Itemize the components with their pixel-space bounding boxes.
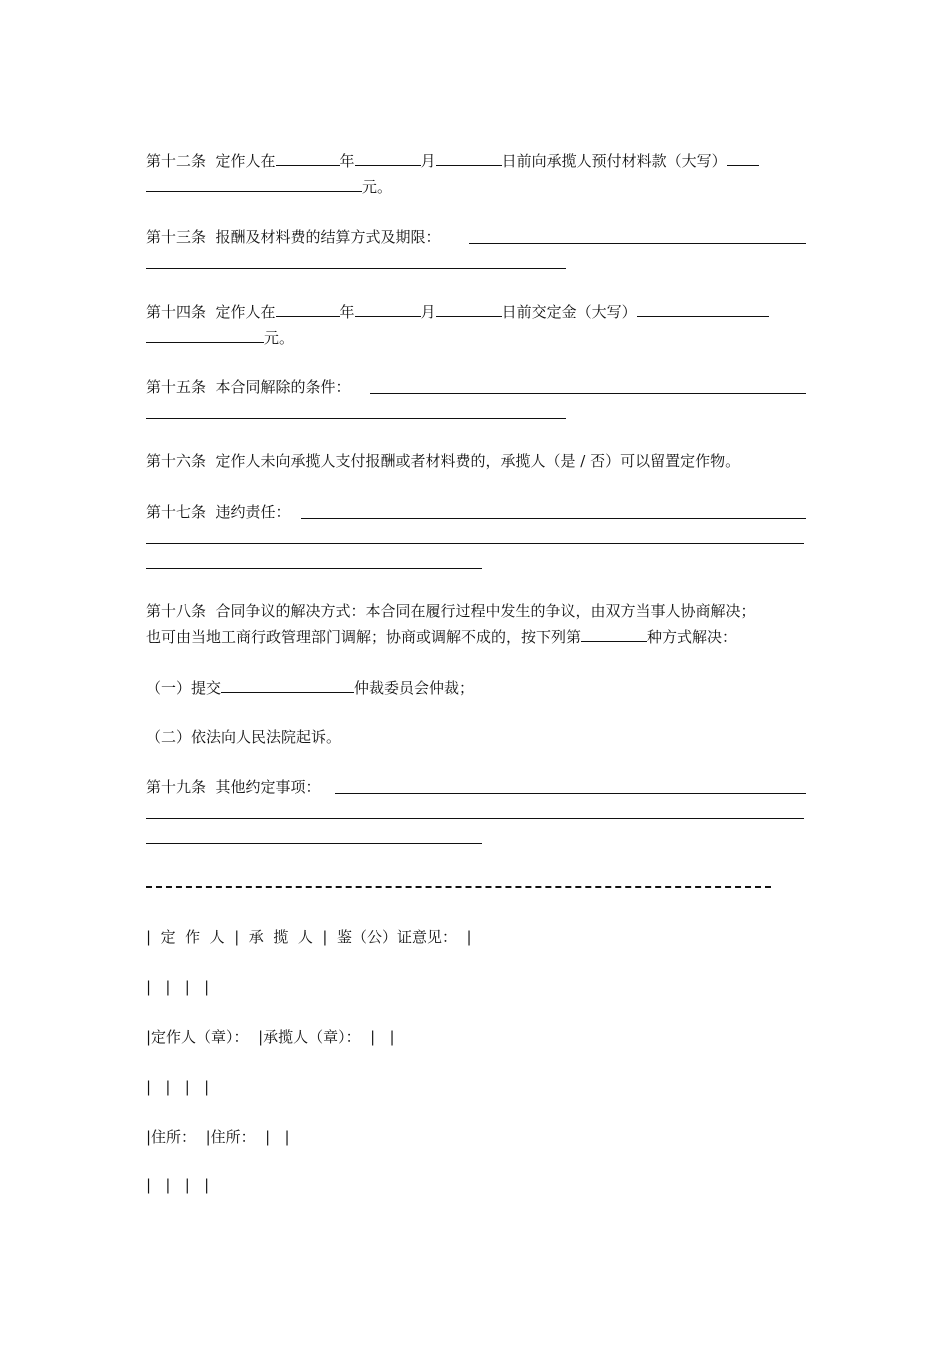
- deposit-blank-cont[interactable]: [146, 327, 264, 343]
- article-14-text-c: 月: [420, 303, 436, 321]
- year-blank[interactable]: [276, 301, 340, 317]
- article-14-text-b: 年: [339, 303, 355, 321]
- deposit-blank[interactable]: [637, 301, 769, 317]
- signature-seal-row: [146, 1027, 806, 1047]
- option-1: [146, 677, 806, 698]
- option-1-text-b: 仲裁委员会仲裁；: [354, 679, 475, 697]
- article-14-text-e: 元。: [264, 329, 295, 347]
- option-1-text-a: （一）提交: [146, 679, 222, 697]
- amount-blank[interactable]: [727, 150, 759, 166]
- option-2: [146, 727, 806, 747]
- article-14-line-2: [146, 327, 806, 348]
- signature-seal-text: |定作人（章）： |承揽人（章）： | |: [146, 1028, 395, 1046]
- article-18-text-b: 也可由当地工商行政管理部门调解；协商或调解不成的，按下列第: [146, 628, 582, 646]
- month-blank[interactable]: [355, 301, 421, 317]
- month-blank[interactable]: [355, 150, 421, 166]
- method-number-blank[interactable]: [581, 626, 647, 642]
- article-17-blank[interactable]: [301, 518, 806, 519]
- arbitration-committee-blank[interactable]: [221, 677, 354, 693]
- article-13-blank[interactable]: [469, 243, 806, 244]
- article-12-text-d: 日前向承揽人预付材料款（大写）: [501, 152, 727, 170]
- table-top-divider: [146, 886, 771, 888]
- article-12-text-e: 元。: [362, 178, 393, 196]
- article-19-line-1: [146, 777, 806, 797]
- article-14-line-1: [146, 301, 806, 322]
- article-14-text-d: 日前交定金（大写）: [501, 303, 637, 321]
- day-blank[interactable]: [436, 150, 502, 166]
- article-13-blank-cont[interactable]: [146, 268, 566, 269]
- signature-empty-row-text: | | | |: [146, 1078, 210, 1096]
- signature-empty-row-1: [146, 977, 806, 997]
- article-19-blank[interactable]: [335, 793, 806, 794]
- signature-header-text: | 定 作 人 | 承 揽 人 | 鉴（公）证意见： |: [146, 928, 472, 946]
- day-blank[interactable]: [436, 301, 502, 317]
- article-17-line-1: [146, 502, 806, 522]
- article-18-line-1: [146, 601, 806, 621]
- article-15-line-1: [146, 377, 806, 397]
- article-15-blank[interactable]: [370, 393, 806, 394]
- signature-address-row: [146, 1127, 806, 1147]
- signature-header-row: [146, 927, 806, 947]
- article-16: [146, 451, 806, 471]
- article-12-text-c: 月: [420, 152, 436, 170]
- option-2-text: （二）依法向人民法院起诉。: [146, 728, 342, 746]
- article-17-blank-cont-2[interactable]: [146, 568, 482, 569]
- article-13-text: 第十三条 报酬及材料费的结算方式及期限：: [146, 228, 441, 246]
- article-16-text: 第十六条 定作人未向承揽人支付报酬或者材料费的，承揽人（是 / 否）可以留置定作物。: [146, 452, 741, 470]
- article-18-text-c: 种方式解决：: [647, 628, 738, 646]
- article-19-blank-cont-1[interactable]: [146, 818, 804, 819]
- signature-empty-row-text: | | | |: [146, 1176, 210, 1194]
- article-17-text: 第十七条 违约责任：: [146, 503, 291, 521]
- article-17-blank-cont-1[interactable]: [146, 543, 804, 544]
- amount-blank-cont[interactable]: [146, 176, 362, 192]
- article-13-line-1: [146, 227, 806, 247]
- signature-empty-row-3: [146, 1175, 806, 1195]
- article-12-line-2: [146, 176, 806, 197]
- article-18-line-2: [146, 626, 806, 647]
- article-19-text: 第十九条 其他约定事项：: [146, 778, 321, 796]
- signature-address-text: |住所： |住所： | |: [146, 1128, 290, 1146]
- signature-empty-row-text: | | | |: [146, 978, 210, 996]
- article-12-text-a: 第十二条 定作人在: [146, 152, 276, 170]
- article-12-line-1: [146, 150, 806, 171]
- article-18-text-a: 第十八条 合同争议的解决方式：本合同在履行过程中发生的争议，由双方当事人协商解决；: [146, 602, 756, 620]
- article-12-text-b: 年: [339, 152, 355, 170]
- article-14-text-a: 第十四条 定作人在: [146, 303, 276, 321]
- signature-empty-row-2: [146, 1077, 806, 1097]
- article-19-blank-cont-2[interactable]: [146, 843, 482, 844]
- year-blank[interactable]: [276, 150, 340, 166]
- article-15-blank-cont[interactable]: [146, 418, 566, 419]
- article-15-text: 第十五条 本合同解除的条件：: [146, 378, 351, 396]
